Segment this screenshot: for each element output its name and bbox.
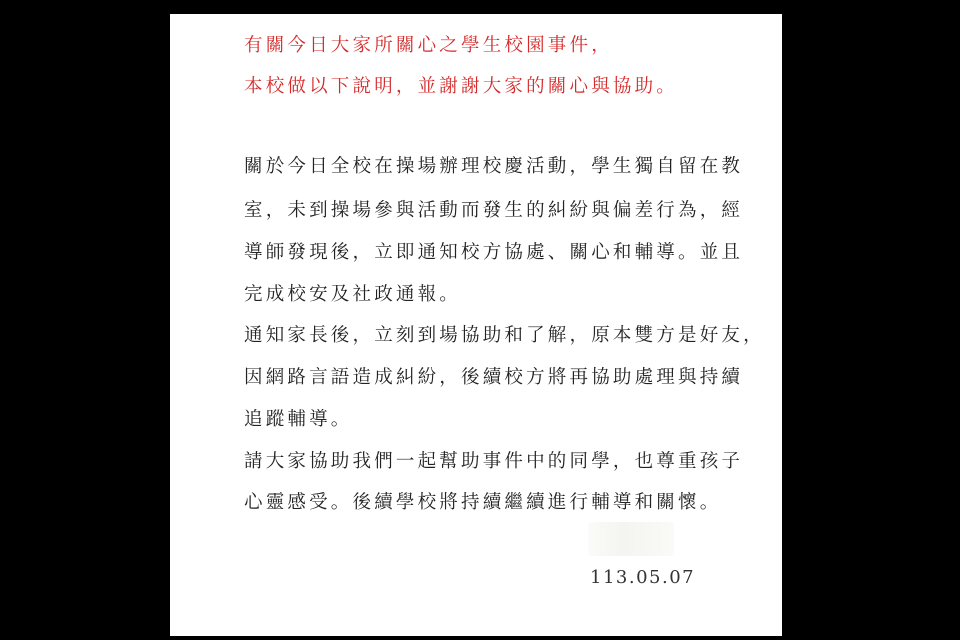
body-line-7: 追蹤輔導。 (244, 409, 353, 430)
body-line-4: 完成校安及社政通報。 (244, 284, 462, 305)
header-line-1: 有關今日大家所關心之學生校園事件， (244, 35, 613, 56)
redacted-stamp-area (588, 522, 674, 556)
body-line-1: 關於今日全校在操場辦理校慶活動，學生獨自留在教 (244, 156, 744, 177)
body-line-3: 導師發現後，立即通知校方協處、關心和輔導。並且 (244, 242, 744, 263)
notice-paper (170, 14, 782, 636)
body-line-9: 心靈感受。後續學校將持續繼續進行輔導和關懷。 (244, 492, 722, 513)
body-line-8: 請大家協助我們一起幫助事件中的同學，也尊重孩子 (244, 451, 744, 472)
notice-date: 113.05.07 (590, 567, 696, 588)
body-line-6: 因網路言語造成糾紛，後續校方將再協助處理與持續 (244, 367, 744, 388)
body-line-5: 通知家長後，立刻到場協助和了解，原本雙方是好友， (244, 325, 765, 346)
header-line-2: 本校做以下說明，並謝謝大家的關心與協助。 (244, 76, 679, 97)
body-line-2: 室，未到操場參與活動而發生的糾紛與偏差行為，經 (244, 200, 744, 221)
